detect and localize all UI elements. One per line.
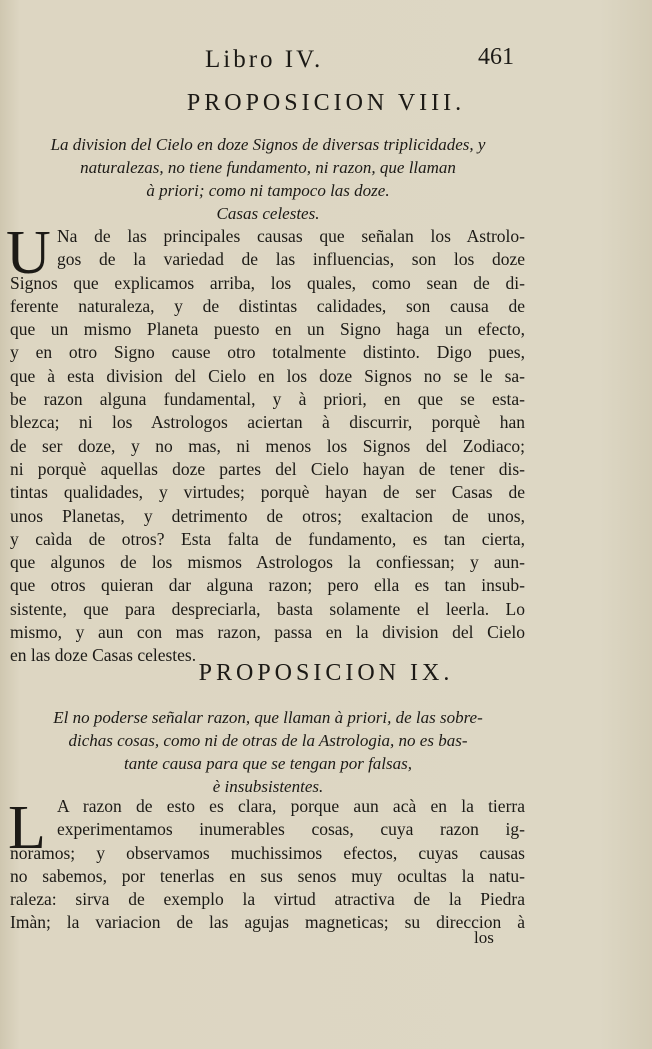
dropcap-u: U bbox=[6, 219, 51, 287]
summary-line: dichas cosas, como ni de otras de la Astrologia, no es bas- bbox=[68, 731, 468, 750]
body-line: Signos que explicamos arriba, los quales, como sean de di- bbox=[10, 272, 525, 293]
summary-line: à priori; como ni tampoco las doze. bbox=[146, 181, 390, 200]
body-line: ni porquè aquellas doze partes del Cielo hayan de tener dis- bbox=[10, 458, 525, 479]
body-line: blezca; ni los Astrologos aciertan à discurrir, porquè han bbox=[10, 412, 525, 433]
body-line: raleza: sirva de exemplo la virtud atractiva de la Piedra bbox=[10, 889, 525, 910]
body-line: experimentamos inumerables cosas, cuya razon ig- bbox=[57, 819, 525, 840]
summary-line: El no poderse señalar razon, que llaman à priori, de las sobre- bbox=[53, 708, 483, 727]
running-head: Libro IV. bbox=[205, 46, 324, 73]
dropcap-l: L bbox=[8, 794, 46, 862]
body-line: A razon de esto es clara, porque aun acà en la tierra bbox=[57, 796, 525, 816]
body-line: no sabemos, por tenerlas en sus senos muy ocultas la natu- bbox=[10, 865, 525, 886]
summary-line: La division del Cielo en doze Signos de diversas triplicidades, y bbox=[50, 135, 486, 154]
catchword: los bbox=[474, 928, 494, 947]
body-line: Imàn; la variacion de las agujas magneticas; su direccion à bbox=[10, 912, 525, 933]
body-line: y caìda de otros? Esta falta de fundamento, es tan cierta, bbox=[10, 528, 525, 549]
body-line: y en otro Signo cause otro totalmente distinto. Digo pues, bbox=[10, 342, 525, 363]
body-line: gos de la variedad de las influencias, son los doze bbox=[57, 249, 525, 270]
proposition-8-body bbox=[10, 225, 525, 668]
body-line: que un mismo Planeta puesto en un Signo haga un efecto, bbox=[10, 319, 525, 340]
proposition-8-summary bbox=[8, 133, 528, 225]
proposition-8-title: PROPOSICION VIII. bbox=[186, 90, 466, 116]
body-line: tintas qualidades, y virtudes; porquè hayan de ser Casas de bbox=[10, 482, 525, 503]
body-line: Na de las principales causas que señalan los Astrolo- bbox=[57, 226, 525, 246]
page-number: 461 bbox=[478, 44, 514, 70]
body-line: noramos; y observamos muchissimos efectos, cuyas causas bbox=[10, 842, 525, 863]
body-line: ferente naturaleza, y de distintas calidades, son causa de bbox=[10, 295, 525, 316]
body-line: en las doze Casas celestes. bbox=[10, 645, 197, 666]
body-line: que à esta division del Cielo en los doze Signos no se le sa- bbox=[10, 365, 525, 386]
body-line: sistente, que para despreciarla, basta solamente el leerla. Lo bbox=[10, 598, 525, 619]
body-line: unos Planetas, y detrimento de otros; exaltacion de unos, bbox=[10, 505, 525, 526]
summary-line: tante causa para que se tengan por falsas, bbox=[123, 754, 413, 773]
body-line: que otros quieran dar alguna razon; pero ella es tan insub- bbox=[10, 575, 525, 596]
proposition-9-body bbox=[10, 795, 525, 935]
proposition-9-title: PROPOSICION IX. bbox=[198, 660, 454, 686]
proposition-9-summary bbox=[8, 706, 528, 798]
body-line: que algunos de los mismos Astrologos la confiessan; y aun- bbox=[10, 552, 525, 573]
summary-line: Casas celestes. bbox=[216, 204, 320, 223]
body-line: de ser doze, y no mas, ni menos los Signos del Zodiaco; bbox=[10, 435, 525, 456]
body-line: be razon alguna fundamental, y à priori, en que se esta- bbox=[10, 389, 525, 410]
body-line: mismo, y aun con mas razon, passa en la division del Cielo bbox=[10, 622, 525, 643]
summary-line: naturalezas, no tiene fundamento, ni razon, que llaman bbox=[80, 158, 456, 177]
summary-line: è insubsistentes. bbox=[212, 777, 324, 796]
page-header bbox=[0, 38, 652, 78]
